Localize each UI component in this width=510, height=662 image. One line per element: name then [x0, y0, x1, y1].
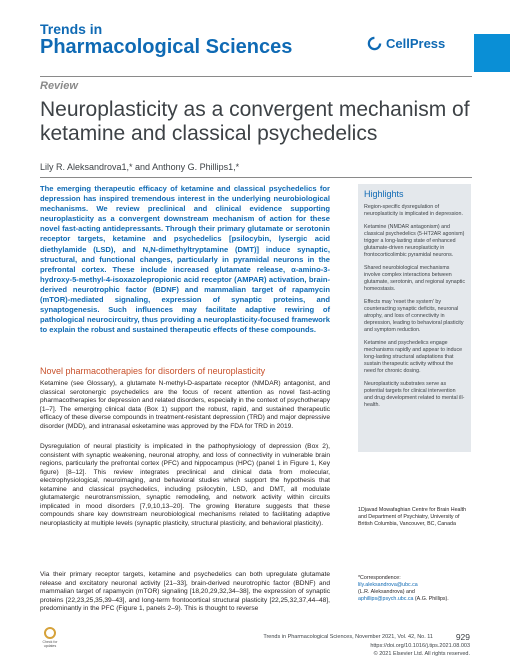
- highlight-item: Shared neurobiological mechanisms involve complex interactions between glutamate, serotonin, and regional synaptic homeostasis.: [364, 265, 465, 292]
- publisher-name: CellPress: [386, 36, 446, 51]
- correspondence-name: (A.G. Phillips).: [414, 596, 449, 602]
- highlight-item: Region-specific dysregulation of neuroplasticity is implicated in depression.: [364, 204, 463, 217]
- article-title: Neuroplasticity as a convergent mechanism of ketamine and classical psychedelics: [40, 98, 470, 145]
- header-divider: [40, 76, 472, 77]
- journal-color-tab: [474, 34, 510, 72]
- correspondence-block: [358, 575, 472, 603]
- check-updates-icon: [44, 627, 56, 639]
- author-list: Lily R. Aleksandrova1,* and Anthony G. Phillips1,*: [40, 162, 240, 172]
- journal-name-line1: Trends in: [40, 21, 103, 37]
- highlight-item: Ketamine (NMDAR antagonism) and classical psychedelics (5-HT2AR agonism) trigger a long-lasting state of enhanced glutamate-driven neuroplasticity in frontocorticolimbic pyramidal neurons.: [364, 224, 465, 258]
- check-for-updates-badge[interactable]: [40, 627, 60, 649]
- doi-link[interactable]: https://doi.org/10.1016/j.tips.2021.08.003: [370, 643, 470, 649]
- page-number: 929: [455, 632, 470, 642]
- check-updates-label: Check for updates: [42, 640, 58, 648]
- body-paragraph: Ketamine (see Glossary), a glutamate N-methyl-D-aspartate receptor (NMDAR) antagonist, and classical serotonergic psychedelics are the focus of recent attention as novel fast-acting pharmacotherapies for depression and related disorders, especially in the context of psychotherapy [1–7]. The emerging clinical data (Box 1) support the robust, rapid, and sustained therapeutic efficacy of these diverse compounds in treatment-resistant depression (TRD) and major depressive disorder (MDD), and intranasal esketamine was approved by the FDA for TRD in 2019.: [40, 380, 330, 430]
- authors-divider: [40, 177, 472, 178]
- correspondence-label: *Correspondence:: [358, 575, 401, 581]
- cellpress-logo-icon: [367, 36, 382, 51]
- highlight-item: Effects may 'reset the system' by counteracting synaptic deficits, neuronal atrophy, and loss of connectivity in depression, leading to behavioral plasticity and symptom reduction.: [364, 299, 464, 333]
- journal-name-line2: Pharmacological Sciences: [40, 35, 293, 58]
- journal-name: [40, 22, 292, 58]
- section-heading: Novel pharmacotherapies for disorders of neuroplasticity: [40, 366, 266, 376]
- correspondence-name: (L.R. Aleksandrova) and: [358, 589, 415, 595]
- highlight-item: Ketamine and psychedelics engage mechanisms rapidly and appear to induce long-lasting structural adaptations that sustain therapeutic activity without the need for chronic dosing.: [364, 340, 463, 374]
- author-affiliation: 1Djavad Mowafaghian Centre for Brain Health and Department of Psychiatry, University of British Columbia, Vancouver, BC, Canada: [358, 507, 467, 527]
- copyright-notice: © 2021 Elsevier Ltd. All rights reserved.: [373, 651, 470, 657]
- body-paragraph: Via their primary receptor targets, ketamine and psychedelics can both upregulate glutamate release and excitatory neuronal activity [21–33], brain-derived neurotrophic factor (BDNF) and mammalian target of rapamycin (mTOR) signaling [18,20,29,32,34–38], the expression of synaptic proteins [22,23,25,35,39–43], and long-term frontocortical structural plasticity [22,25,32,37,44–48], predominantly in the PFC (Figure 1, panels 2–9). This is thought to reverse: [40, 571, 330, 613]
- email-link[interactable]: lily.aleksandrova@ubc.ca: [358, 582, 418, 588]
- highlight-item: Neuroplasticity substrates serve as potential targets for clinical intervention and drug development related to mental ill-health.: [364, 381, 465, 408]
- highlights-box: [358, 184, 471, 452]
- email-link[interactable]: aphillips@psych.ubc.ca: [358, 596, 414, 602]
- footer-citation: Trends in Pharmacological Sciences, November 2021, Vol. 42, No. 11: [263, 634, 433, 640]
- article-type-label: Review: [40, 80, 78, 92]
- abstract: The emerging therapeutic efficacy of ketamine and classical psychedelics for depression has inspired tremendous interest in the underlying neurobiological mechanisms. We review preclinical and clinical evidence supporting neuroplasticity as a convergent downstream mechanism of action for these novel fast-acting antidepressants. Through their primary glutamate or serotonin receptor targets, ketamine and psychedelics [psilocybin, lysergic acid diethylamide (LSD), and N,N-dimethyltryptamine (DMT)] induce synaptic, structural, and functional changes, particularly in pyramidal neurons in the prefrontal cortex. These include increased glutamate release, α-amino-3-hydroxy-5-methyl-4-isoxazolepropionic acid receptor (AMPAR) activation, brain-derived neurotrophic factor (BDNF) and mammalian target of rapamycin (mTOR)-mediated signaling, expression of synaptic proteins, and synaptogenesis. Such influences may facilitate adaptive rewiring of pathological neurocircuitry, thus providing a neuroplasticity-focused framework to explain the robust and sustained therapeutic effects of these compounds.: [40, 184, 330, 335]
- publisher-logo[interactable]: [367, 36, 445, 51]
- highlights-title: Highlights: [364, 189, 404, 199]
- body-paragraph: Dysregulation of neural plasticity is implicated in the pathophysiology of depression (Box 2), consistent with synaptic weakening, neuronal atrophy, and loss of connectivity in vulnerable brain regions, particularly the prefrontal cortex (PFC) and hippocampus (HPC) (panel 1 in Figure 1, Key figure) [8–12]. This review integrates preclinical and clinical data from molecular, electrophysiological, neuroimaging, and behavioral studies which support the hypothesis that ketamine and classical psychedelics, including psilocybin, LSD, and DMT, all modulate glutamatergic neurotransmission, synaptic remodeling, and network activity within circuits implicated in mood disorders [7,9,10,13–20]. The growing literature suggests that these compounds share key downstream neurobiological mechanisms related to facilitating adaptive neuroplasticity at multiple levels (synaptic plasticity, structural plasticity, and behavioral plasticity).: [40, 443, 330, 527]
